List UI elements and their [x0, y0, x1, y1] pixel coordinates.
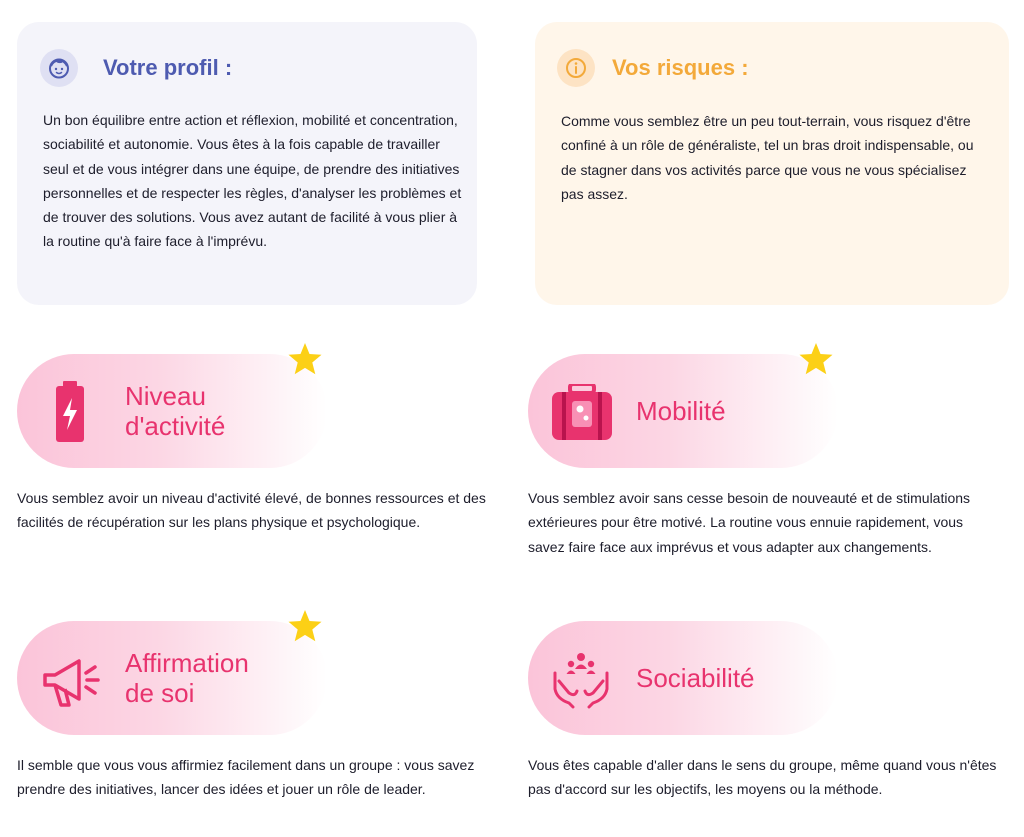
star-icon	[287, 342, 323, 381]
trait-assertiveness-title-line1: Affirmation	[125, 648, 249, 678]
risks-card	[535, 22, 1009, 305]
trait-sociability-description: Vous êtes capable d'aller dans le sens du groupe, même quand vous n'êtes pas d'accord sur les objectifs, les moyens ou la méthode.	[528, 757, 997, 798]
trait-sociability-pill	[528, 621, 838, 735]
risks-text: Comme vous semblez être un peu tout-terrain, vous risquez d'être confiné à un rôle de généraliste, tel un bras droit indispensable, ou de stagner dans vos activités parce que vous ne vous spécialisez pas assez.	[561, 113, 974, 202]
battery-icon	[52, 381, 88, 448]
profile-card	[17, 22, 477, 305]
trait-assertiveness-title-line2: de soi	[125, 678, 195, 708]
trait-mobility-pill	[528, 354, 838, 468]
info-icon	[557, 49, 595, 87]
trait-sociability-title: Sociabilité	[636, 663, 755, 693]
profile-title: Votre profil :	[103, 55, 233, 80]
face-icon	[40, 49, 78, 87]
risks-title: Vos risques :	[612, 55, 749, 80]
trait-activity-description: Vous semblez avoir un niveau d'activité élevé, de bonnes ressources et des facilités de récupération sur les plans physique et psychologique.	[17, 490, 486, 531]
trait-assertiveness-pill	[17, 621, 327, 735]
trait-activity-title-line1: Niveau	[125, 381, 206, 411]
trait-activity-pill	[17, 354, 327, 468]
profile-text: Un bon équilibre entre action et réflexion, mobilité et concentration, sociabilité et autonomie. Vous êtes à la fois capable de travailler seul et de vous intégrer dans une équipe, de prendre des initiatives personnelles et de respecter les règles, d'analyser les problèmes et de trouver des solutions. Vous avez autant de facilité à vous plier à la routine qu'à faire face à l'imprévu.	[43, 112, 462, 250]
star-icon	[287, 609, 323, 648]
megaphone-icon	[41, 653, 101, 716]
trait-activity-title-line2: d'activité	[125, 411, 226, 441]
community-hands-icon	[551, 651, 611, 714]
trait-mobility-title: Mobilité	[636, 396, 726, 426]
trait-assertiveness-description: Il semble que vous vous affirmiez facilement dans un groupe : vous savez prendre des initiatives, lancer des idées et jouer un rôle de leader.	[17, 757, 475, 798]
star-icon	[798, 342, 834, 381]
trait-mobility-description: Vous semblez avoir sans cesse besoin de nouveauté et de stimulations extérieures pour être motivé. La routine vous ennuie rapidement, vous savez faire face aux imprévus et vous adapter aux changements.	[528, 490, 971, 555]
suitcase-icon	[550, 384, 614, 445]
